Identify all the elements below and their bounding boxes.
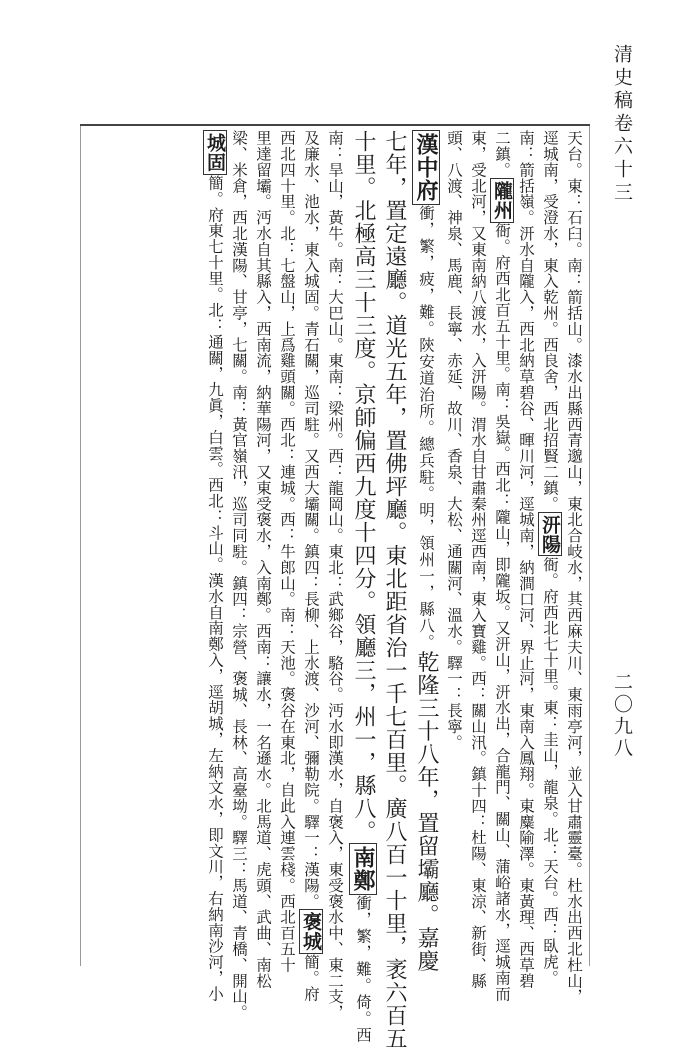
column-text: 頭、八渡、神泉、馬鹿、長寧、赤延、故川、香泉、大松、通關河、溫水。驛一：長寧。 [445,130,463,751]
column-text: 七年，置定遠廳。道光五年，置佛坪廳。東北距省治一千七百里。廣八百一十里，袤六百五 [382,130,407,1050]
column-text: 東，受北河，又東南納八渡水，入汧陽。渭水自甘肅秦州逕西南，東入寶雞。西：關山汛。鎮十四：杜陽、東涼、新街、縣 [469,130,487,989]
column-text: 衙。府西北七十里。東：圭山，龍泉。北：天台。西：臥虎。 [541,556,559,986]
text-column [562,130,586,1005]
column-text: 南：旱山，黃牛。南：大巴山。東南：梁州。西：龍岡山。東北：武鄉谷，駱谷。沔水即漢水，自褒入，東受褒水中、東二支， [326,130,344,1021]
column-text: 十里。北極高三十三度。京師偏西九度十四分。領廳三，州一，縣八。 [351,130,376,843]
boxed-place-name: 南鄭 [349,843,377,895]
column-text: 簡。府東七十里。北：通關，九眞，白雲。西北：斗山。漢水自南鄭入，逕胡城，左納文水，即文川，右納南沙河，小 [206,174,224,1002]
column-text: 天台。東：石臼。南：箭括山。漆水出縣西青邈山，東北合岐水，其西麻夫川、東雨亭河，並入甘肅靈臺。杜水出西北杜山， [565,130,583,1005]
column-text: 簡。府 [302,953,320,1002]
column-annotation: 衝，繁，疲，難。陝安道治所。總兵駐。明，領州一，縣八。 [417,205,435,651]
column-text: 逕城南，受澄水，東入乾州。西良舍，西北招賢二鎮。 [541,130,559,512]
boxed-place-name: 隴州 [490,178,514,223]
column-text: 南：箭括嶺。汧水自隴入，西北納草碧谷、暉川河，逕城南，納澗口河、界止河，東南入鳳翔。東麋隃澤。東黃理、西草碧 [517,130,535,989]
column-text: 二鎮。 [493,130,511,178]
text-column [299,130,323,1002]
boxed-place-name: 城固 [203,130,227,175]
column-text: 西北四十里。北：七盤山，上爲雞頭關。西北：連城。西：牛郎山。南：天池。褒谷在東北，自此入連雲棧。西北百五十 [278,130,296,973]
column-text: 乾隆三十八年，置留壩廳。嘉慶 [414,650,439,973]
right-rule [589,126,590,966]
top-rule [80,124,590,126]
text-column [323,130,347,1021]
page-header-title: 清史稿卷六十三 [611,44,633,205]
text-column-large [379,130,410,1050]
text-column [442,130,466,966]
text-column [538,130,562,986]
column-text: 及廉水、池水，東入城固。青石關，巡司駐。又西大壩關。鎮四：長柳、上水渡、沙河、彌勒院。驛一：漢陽。 [302,130,320,910]
text-column [275,130,299,973]
text-column-large [410,130,442,973]
text-column [466,130,490,989]
text-column [490,130,514,1002]
text-column-large [347,130,379,1044]
text-block [84,130,586,1050]
column-text: 梁、米倉，西北漢陽、甘亭，七關。南：黃官嶺汛，巡司同駐。鎮四：宗營、褒城、長林、高臺坳。驛三：馬道、青橋、開山。 [230,130,248,1021]
column-text: 衙。府西北百五十里。南：吳嶽。西北：隴山，即隴坂。又汧山，汧水出，合龍門、關山、蒲峪諸水，逕城南而 [493,222,511,1002]
boxed-place-name: 汧陽 [538,512,562,557]
left-rule [80,126,81,966]
text-column [227,130,251,1021]
column-annotation: 衝，繁，難。倚。西 [354,895,372,1044]
text-column [514,130,538,989]
text-column [203,130,227,1002]
boxed-place-name: 褒城 [299,909,323,954]
page-number: 二〇九八 [611,672,633,760]
text-column [251,130,275,989]
column-text: 里達留壩。沔水自其縣入，西南流，納華陽河，又東受褒水，入南鄭。西南：讓水，一名遜水。北馬道、虎頭、武曲、南松 [254,130,272,989]
boxed-place-name: 漢中府 [412,130,440,205]
